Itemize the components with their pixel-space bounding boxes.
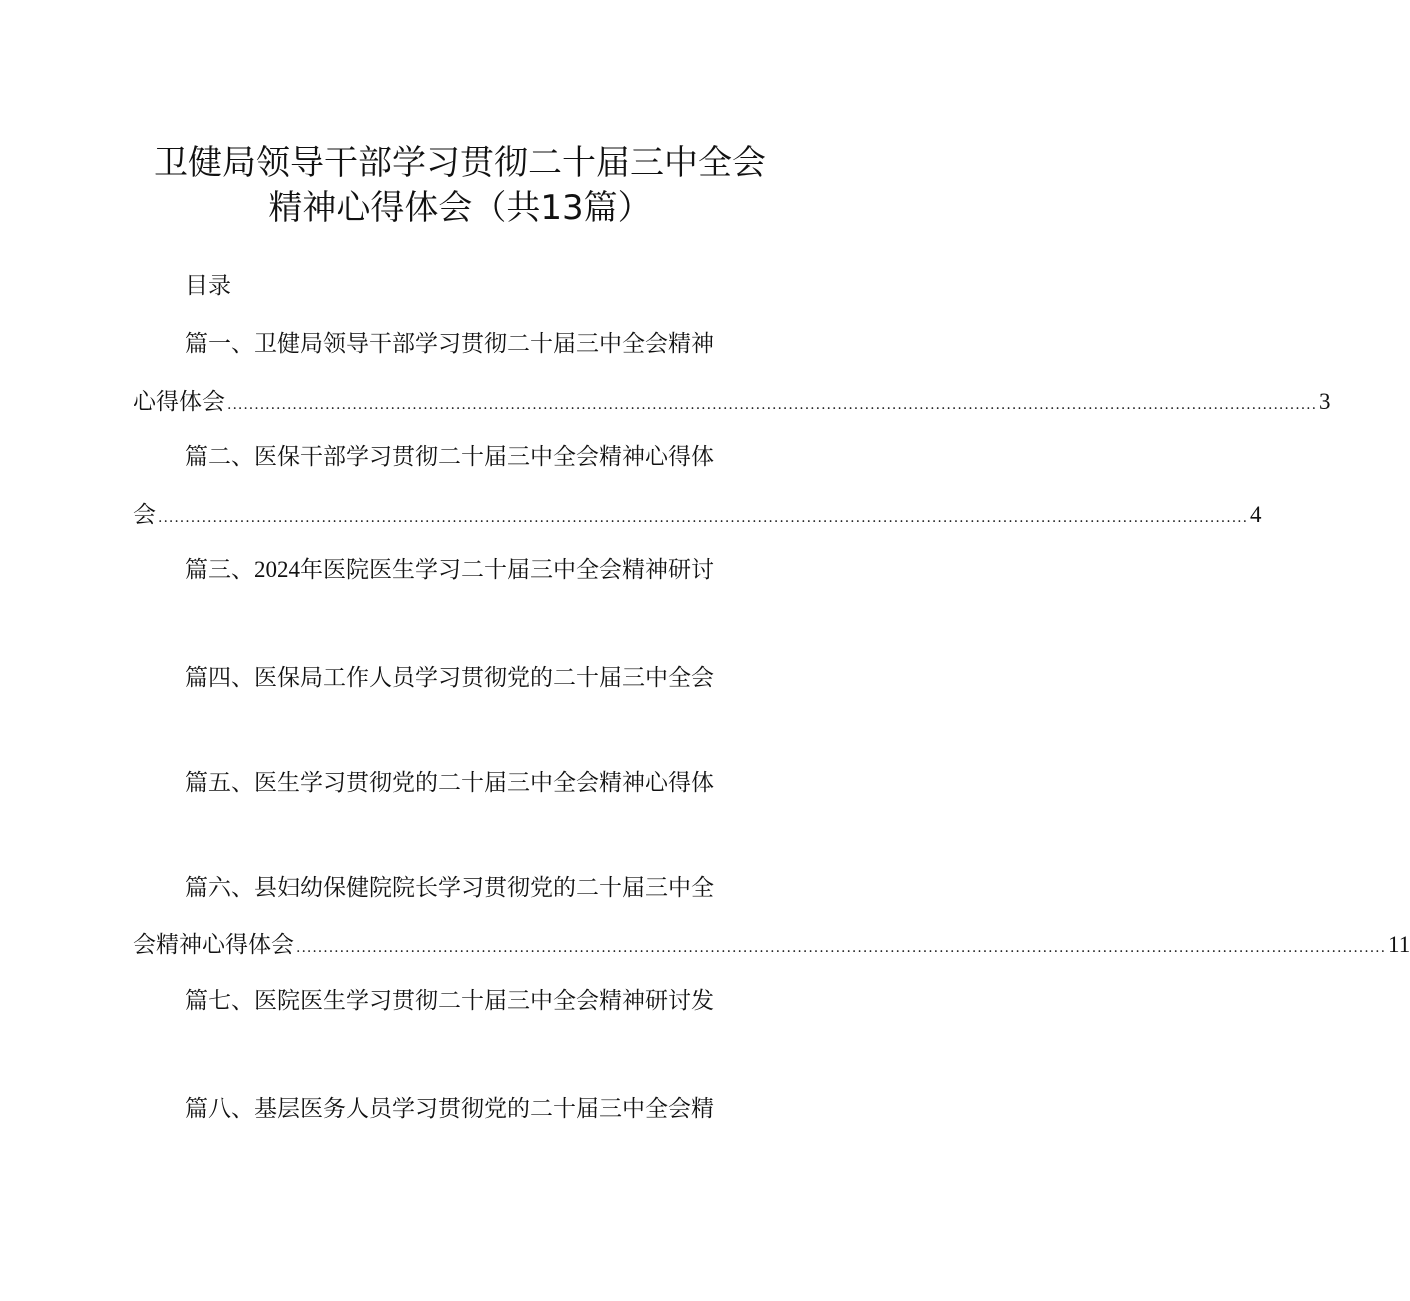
toc-page-number: 3: [1319, 389, 1331, 414]
toc-entry-4[interactable]: 篇四、医保局工作人员学习贯彻党的二十届三中全会: [185, 665, 714, 691]
toc-entry-text: 心得体会: [133, 389, 225, 415]
dot-leader: ........................................................................................................................................................................................................: [296, 940, 1387, 956]
toc-entry-text: 年医院医生学习二十届三中全会精神研讨: [300, 557, 714, 583]
toc-entry-3[interactable]: [185, 554, 725, 586]
toc-entry-6-line-1[interactable]: 篇六、县妇幼保健院院长学习贯彻党的二十届三中全: [185, 875, 714, 901]
dot-leader: ........................................................................................................................................................................................................: [158, 510, 1249, 526]
toc-entry-text: 会: [133, 502, 156, 528]
toc-entry-7[interactable]: 篇七、医院医生学习贯彻二十届三中全会精神研讨发: [185, 988, 714, 1014]
document-title-line-1: 卫健局领导干部学习贯彻二十届三中全会: [154, 143, 766, 183]
toc-entry-1-line-2[interactable]: [133, 386, 1331, 421]
toc-entry-text: 会精神心得体会: [133, 932, 294, 958]
toc-page-number: 4: [1250, 502, 1262, 527]
toc-entry-6-line-2[interactable]: [133, 929, 1410, 964]
toc-entry-prefix: 篇三、: [185, 557, 254, 583]
toc-entry-year: 2024: [254, 557, 300, 582]
toc-heading: 目录: [185, 273, 231, 299]
toc-entry-1-line-1[interactable]: 篇一、卫健局领导干部学习贯彻二十届三中全会精神: [185, 331, 714, 357]
document-title-line-2: 精神心得体会（共13篇）: [268, 188, 652, 228]
toc-entry-5[interactable]: 篇五、医生学习贯彻党的二十届三中全会精神心得体: [185, 770, 714, 796]
toc-entry-8[interactable]: 篇八、基层医务人员学习贯彻党的二十届三中全会精: [185, 1096, 714, 1122]
toc-entry-2-line-1[interactable]: 篇二、医保干部学习贯彻二十届三中全会精神心得体: [185, 444, 714, 470]
dot-leader: ........................................................................................................................................................................................................: [227, 397, 1318, 413]
toc-entry-2-line-2[interactable]: [133, 499, 1262, 534]
toc-page-number: 11: [1388, 932, 1410, 957]
